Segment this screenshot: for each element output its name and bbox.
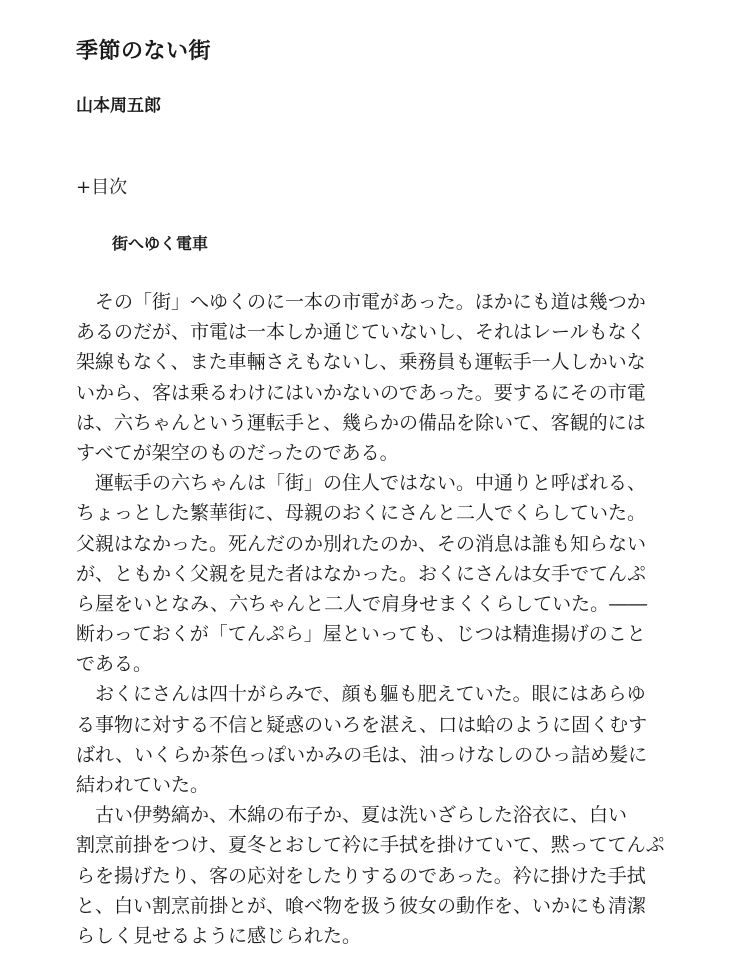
text-line: すべてが架空のものだったのである。: [76, 441, 399, 464]
author-name: 山本周五郎: [76, 96, 161, 116]
text-line: と、白い割烹前掛とが、喰べ物を扱う彼女の動作を、いかにも清潔: [76, 894, 647, 917]
text-line: 断わっておくが「てんぷら」屋といっても、じつは精進揚げのこと: [76, 623, 646, 646]
chapter-title: 街へゆく電車: [112, 234, 209, 253]
text-line: は、六ちゃんという運転手と、幾らかの備品を除いて、客観的には: [76, 411, 646, 434]
text-line: らを揚げたり、客の応対をしたりするのであった。衿に掛けた手拭: [76, 864, 646, 887]
text-line: 割烹前掛をつけ、夏冬とおして衿に手拭を掛けていて、黙っててんぷ: [76, 834, 665, 857]
text-line: が、ともかく父親を見た者はなかった。おくにさんは女手でてんぷ: [76, 562, 647, 585]
text-line: 古い伊勢縞か、木綿の布子か、夏は洗いざらした浴衣に、白い: [95, 804, 628, 827]
text-line: いから、客は乗るわけにはいかないのであった。要するにその市電: [76, 381, 646, 404]
text-line: おくにさんは四十がらみで、顔も軀も肥えていた。眼にはあらゆ: [95, 683, 646, 706]
text-line: る事物に対する不信と疑惑のいろを湛え、口は蛤のように固くむす: [76, 713, 648, 736]
body-text: [76, 287, 676, 951]
text-line: 父親はなかった。死んだのか別れたのか、その消息は誰も知らない: [76, 532, 647, 555]
text-line: 架線もなく、また車輛さえもないし、乗務員も運転手一人しかいな: [76, 351, 646, 374]
text-line: 運転手の六ちゃんは「街」の住人ではない。中通りと呼ばれる、: [95, 472, 647, 495]
text-line: 結われていた。: [76, 774, 210, 796]
text-line: その「街」へゆくのに一本の市電があった。ほかにも道は幾つか: [95, 291, 646, 313]
toc-toggle-button[interactable]: +目次: [76, 173, 127, 199]
text-line: ばれ、いくらか茶色っぽいかみの毛は、油っけなしのひっ詰め髪に: [76, 743, 648, 766]
text-line: ら屋をいとなみ、六ちゃんと二人で肩身せまくくらしていた。――: [76, 592, 648, 615]
text-line: あるのだが、市電は一本しか通じていないし、それはレールもなく: [76, 321, 646, 344]
book-title: 季節のない街: [76, 38, 212, 64]
text-line: である。: [76, 653, 153, 676]
text-line: ちょっとした繁華街に、母親のおくにさんと二人でくらしていた。: [76, 502, 647, 525]
text-line: らしく見せるように感じられた。: [76, 924, 362, 947]
